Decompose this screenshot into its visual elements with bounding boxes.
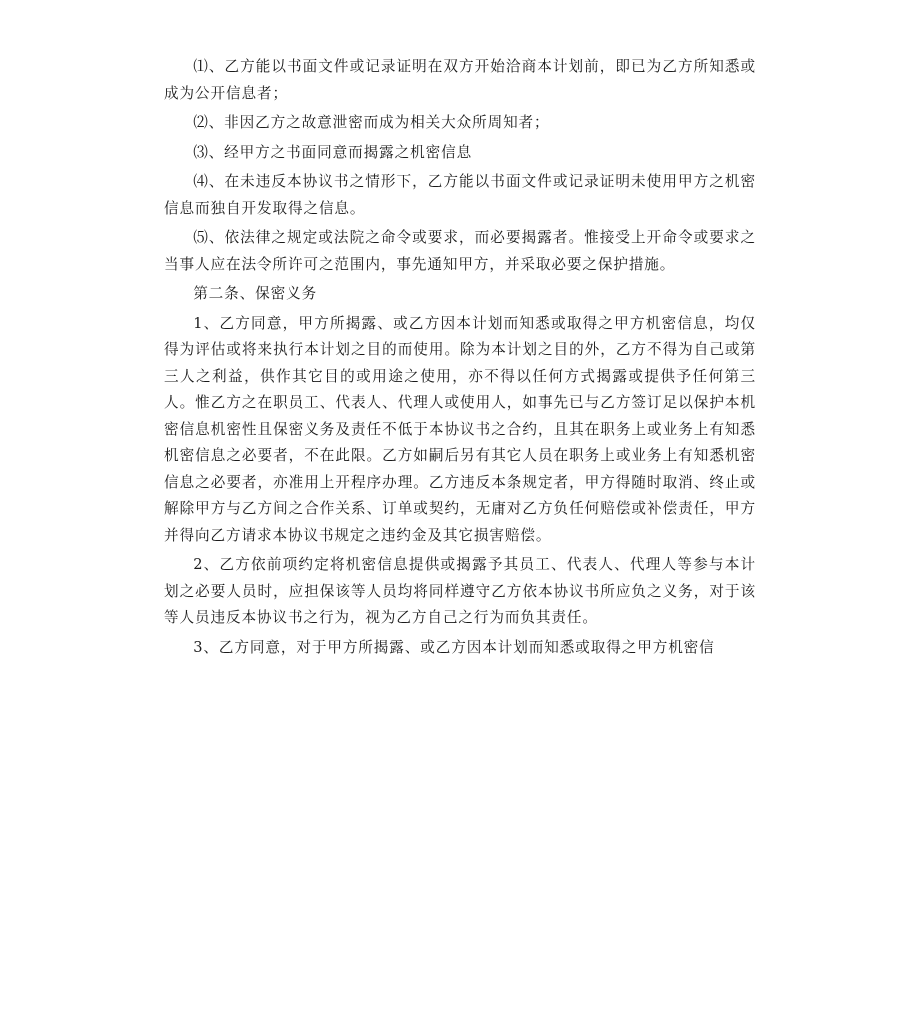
exception-item-1: ⑴、乙方能以书面文件或记录证明在双方开始洽商本计划前，即已为乙方所知悉或成为公开信息者；: [164, 58, 756, 102]
section-heading: 第二条、保密义务: [193, 285, 318, 302]
exception-item-5: ⑸、依法律之规定或法院之命令或要求，而必要揭露者。惟接受上开命令或要求之当事人应在法令所许可之范围内，事先通知甲方，并采取必要之保护措施。: [164, 229, 756, 273]
clause-2: 2、乙方依前项约定将机密信息提供或揭露予其员工、代表人、代理人等参与本计划之必要人员时，应担保该等人员均将同样遵守乙方依本协议书所应负之义务，对于该等人员违反本协议书之行为，视为乙方自己之行为而负其责任。: [164, 556, 756, 626]
exception-item-3: ⑶、经甲方之书面同意而揭露之机密信息: [193, 143, 473, 161]
exception-item-4: ⑷、在未违反本协议书之情形下，乙方能以书面文件或记录证明未使用甲方之机密信息而独自开发取得之信息。: [164, 173, 756, 217]
exception-item-2: ⑵、非因乙方之故意泄密而成为相关大众所周知者；: [193, 114, 550, 131]
clause-3: 3、乙方同意，对于甲方所揭露、或乙方因本计划而知悉或取得之甲方机密信: [193, 638, 715, 656]
clause-1: 1、乙方同意，甲方所揭露、或乙方因本计划而知悉或取得之甲方机密信息，均仅得为评估或将来执行本计划之目的而使用。除为本计划之目的外，乙方不得为自己或第三人之利益，供作其它目的或用途之使用，亦不得以任何方式揭露或提供予任何第三人。惟乙方之在职员工、代表人、代理人或使用人，如事先已与乙方签订足以保护本机密信息机密性且保密义务及责任不低于本协议书之合约，且其在职务上或业务上有知悉机密信息之必要者，不在此限。乙方如嗣后另有其它人员在职务上或业务上有知悉机密信息之必要者，亦准用上开程序办理。乙方违反本条规定者，甲方得随时取消、终止或解除甲方与乙方间之合作关系、订单或契约，无庸对乙方负任何赔偿或补偿责任，甲方并得向乙方请求本协议书规定之违约金及其它损害赔偿。: [164, 314, 756, 544]
document-body: [164, 54, 756, 664]
